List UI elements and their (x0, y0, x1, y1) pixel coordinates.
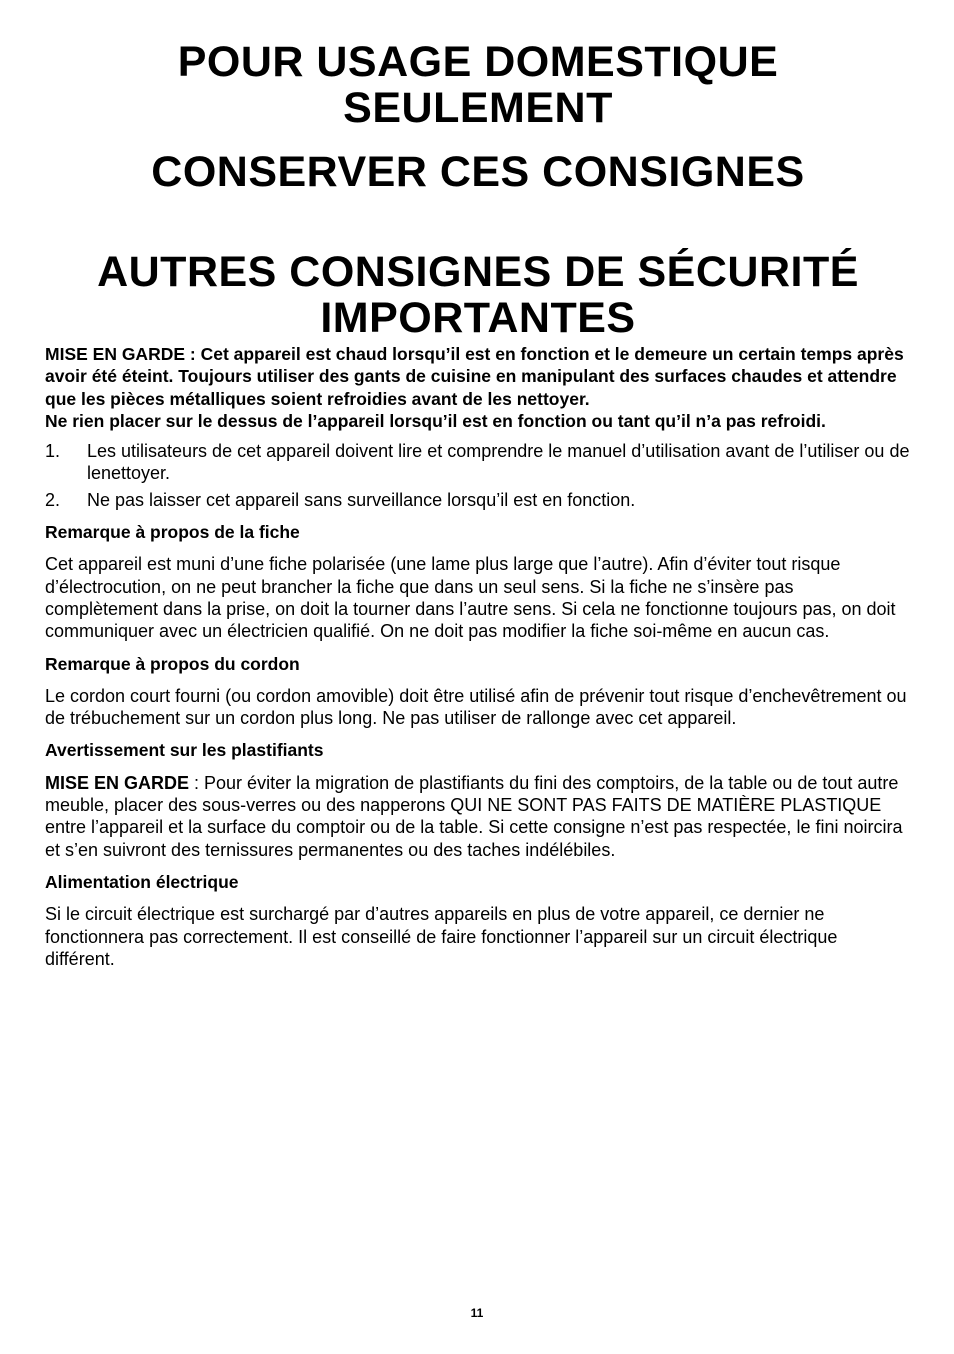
heading-autres-consignes: AUTRES CONSIGNES DE SÉCURITÉ IMPORTANTES (97, 248, 859, 342)
list-item-text: Les utilisateurs de cet appareil doivent lire et comprendre le manuel d’utilisation avant de l’utiliser ou de lenettoyer. (87, 441, 910, 484)
section-body-plastifiants-text: : Pour éviter la migration de plastifiants du fini des comptoirs, de la table ou de tout autre meuble, placer des sous-verres ou des napperons QUI NE SONT PAS FAITS DE MATIÈRE PLASTIQUE entre l’appareil et la surface du comptoir ou de la table. Si cette consigne n’est pas respectée, le fini noircira et s’en suivront des ternissures permanentes ou des taches indélébiles. (45, 772, 903, 860)
list-item-number: 2. (45, 489, 61, 510)
list-item-text: Ne pas laisser cet appareil sans surveillance lorsqu’il est en fonction. (87, 489, 636, 510)
section-body-fiche: Cet appareil est muni d’une fiche polarisée (une lame plus large que l’autre). Afin d’éviter tout risque d’électrocution, on ne peut brancher la fiche que dans un seul sens. Si la fiche ne s’insère pas complètement dans la prise, on doit la tourner dans l’autre sens. Si cela ne fonctionne toujours pas, on doit communiquer avec un électricien qualifié. On ne doit pas modifier la fiche soi-même en aucun cas. (45, 554, 896, 642)
section-title-plastifiants: Avertissement sur les plastifiants (45, 740, 324, 761)
warning-lead: MISE EN GARDE (45, 772, 190, 793)
warning-paragraph: MISE EN GARDE : Cet appareil est chaud lorsqu’il est en fonction et le demeure un certain temps après avoir été éteint. Toujours utiliser des gants de cuisine en manipulant des surfaces chaudes et attendre que les pièces métalliques soient refroidies avant de les nettoyer. (45, 344, 904, 409)
heading-usage-domestique: POUR USAGE DOMESTIQUE SEULEMENT (177, 38, 779, 132)
section-title-fiche: Remarque à propos de la fiche (45, 522, 300, 543)
numbered-list (45, 440, 911, 511)
section-title-alimentation: Alimentation électrique (45, 871, 239, 892)
section-title-cordon: Remarque à propos du cordon (45, 653, 300, 674)
page-number: 11 (470, 1306, 484, 1320)
heading-conserver-consignes: CONSERVER CES CONSIGNES (151, 148, 805, 196)
section-body-alimentation: Si le circuit électrique est surchargé par d’autres appareils en plus de votre appareil, ce dernier ne fonctionnera pas correctement. Il est conseillé de faire fonctionner l’appareil sur un circuit électrique différent. (45, 904, 838, 969)
section-body-plastifiants (45, 772, 911, 861)
warning-paragraph-2: Ne rien placer sur le dessus de l’appareil lorsqu’il est en fonction ou tant qu’il n’a pas refroidi. (45, 410, 826, 431)
list-item-number: 1. (45, 441, 61, 462)
list-item (45, 440, 911, 485)
content-body (45, 343, 911, 970)
list-item (45, 489, 911, 511)
section-body-cordon: Le cordon court fourni (ou cordon amovible) doit être utilisé afin de prévenir tout risque d’enchevêtrement ou de trébuchement sur un cordon plus long. Ne pas utiliser de rallonge avec cet appareil. (45, 685, 907, 729)
